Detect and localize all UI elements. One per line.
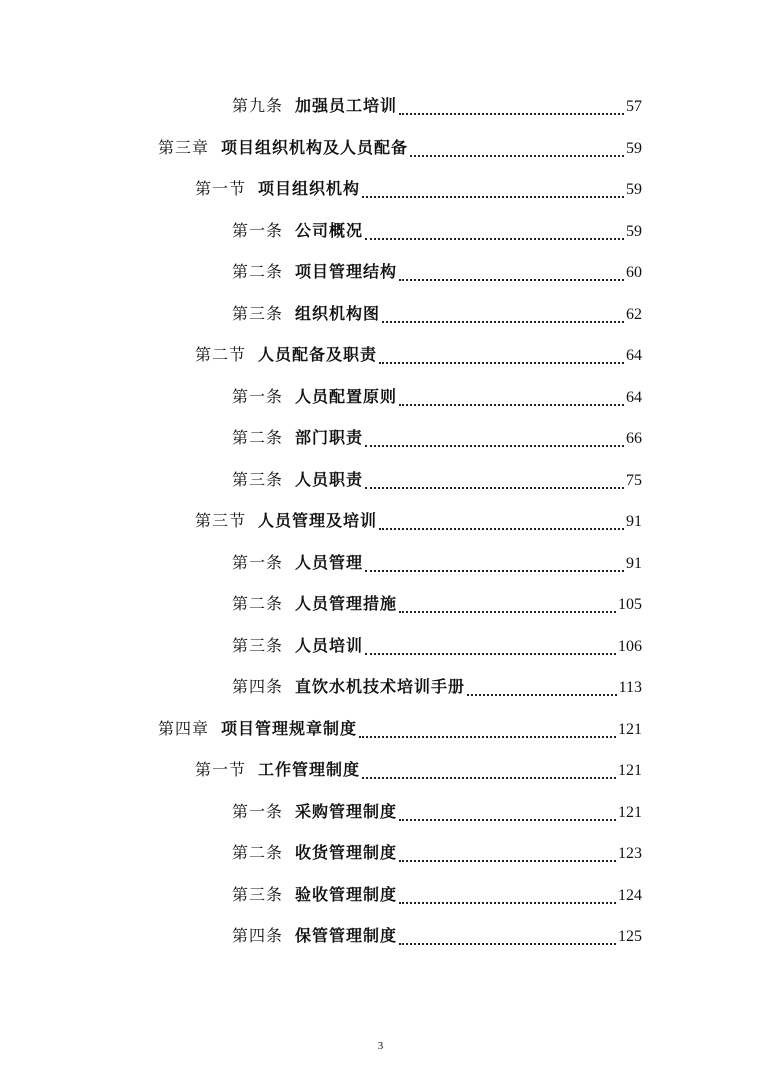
toc-entry[interactable] [158,135,642,161]
toc-entry-number: 第四章 [158,718,210,738]
toc-entry-number: 第三章 [158,137,210,157]
toc-entry-page: 62 [626,305,642,323]
toc-entry[interactable] [232,384,642,410]
toc-leader-dots [365,238,624,240]
toc-entry-title: 人员管理 [295,552,364,572]
toc-entry[interactable] [232,93,642,119]
toc-leader-dots [379,528,624,530]
toc-entry[interactable] [232,799,642,825]
toc-entry-title: 收货管理制度 [295,843,398,862]
toc-entry-number: 第一条 [232,801,284,821]
toc-entry-number: 第三条 [232,469,284,489]
toc-leader-dots [399,611,616,613]
toc-entry-number: 第二条 [232,843,284,862]
toc-entry-title: 工作管理制度 [258,760,361,779]
toc-entry-title: 项目组织机构 [258,179,361,198]
toc-entry[interactable] [232,591,642,617]
toc-entry-title: 保管管理制度 [295,926,398,945]
toc-entry-page: 105 [618,596,642,613]
toc-leader-dots [365,487,624,489]
toc-leader-dots [467,694,617,696]
toc-leader-dots [365,445,624,447]
toc-entry-title: 项目管理结构 [295,262,398,281]
toc-entry-number: 第一条 [232,552,284,572]
toc-entry[interactable] [232,923,642,949]
toc-entry-number: 第二节 [195,345,247,364]
toc-entry[interactable] [232,550,642,576]
toc-entry-page: 121 [618,762,642,779]
toc-entry-page: 123 [618,845,642,862]
toc-entry[interactable] [195,342,642,368]
toc-entry-title: 采购管理制度 [295,801,398,821]
toc-leader-dots [399,404,624,406]
toc-entry-number: 第二条 [232,428,284,447]
toc-entry-page: 113 [618,679,642,696]
toc-entry-page: 106 [618,637,642,655]
toc-entry-number: 第四条 [232,677,284,696]
toc-entry-page: 121 [618,803,642,821]
page-footer-number: 3 [377,1040,384,1052]
toc-entry[interactable] [232,259,642,285]
toc-entry[interactable] [232,674,642,700]
toc-leader-dots [399,819,616,821]
toc-entry-page: 125 [618,928,642,945]
toc-leader-dots [399,279,624,281]
toc-entry-title: 人员职责 [295,469,364,489]
toc-entry-title: 项目组织机构及人员配备 [221,137,409,157]
toc-entry-page: 59 [626,181,642,198]
toc-entry-title: 公司概况 [295,220,364,240]
toc-entry-number: 第二条 [232,594,284,613]
toc-entry-number: 第一条 [232,386,284,406]
toc-entry-title: 人员配备及职责 [258,345,378,364]
toc-entry-number: 第三条 [232,635,284,655]
toc-entry-page: 121 [618,720,642,738]
toc-entry-number: 第三节 [195,511,247,530]
toc-entry-number: 第三条 [232,303,284,323]
toc-entry-title: 项目管理规章制度 [221,718,358,738]
toc-entry[interactable] [195,176,642,202]
toc-entry-title: 直饮水机技术培训手册 [295,677,466,696]
toc-entry-title: 验收管理制度 [295,884,398,904]
toc-leader-dots [382,321,624,323]
toc-leader-dots [365,653,616,655]
toc-entry-page: 75 [626,471,642,489]
toc-leader-dots [399,113,624,115]
toc-entry-page: 60 [626,264,642,281]
toc-entry-number: 第三条 [232,884,284,904]
toc-leader-dots [359,736,616,738]
toc-entry[interactable] [232,840,642,866]
toc-entry[interactable] [232,633,642,659]
toc-entry-title: 人员配置原则 [295,386,398,406]
toc-entry-page: 91 [626,513,642,530]
toc-leader-dots [362,196,624,198]
toc-entry-number: 第二条 [232,262,284,281]
toc-entry[interactable] [195,508,642,534]
toc-entry-page: 66 [626,430,642,447]
toc-entry-number: 第一节 [195,760,247,779]
toc-entry[interactable] [232,301,642,327]
toc-entry-title: 部门职责 [295,428,364,447]
toc-entry-number: 第四条 [232,926,284,945]
toc-entry[interactable] [232,218,642,244]
toc-entry[interactable] [232,467,642,493]
toc-entry-page: 59 [626,222,642,240]
toc-entry-number: 第一节 [195,179,247,198]
toc-entry-title: 人员管理及培训 [258,511,378,530]
toc-entry-page: 91 [626,554,642,572]
toc-entry-page: 124 [618,886,642,904]
toc-entry-title: 加强员工培训 [295,96,398,115]
toc-leader-dots [379,362,624,364]
toc-entry-title: 人员培训 [295,635,364,655]
toc-entry[interactable] [232,882,642,908]
toc-entry-page: 64 [626,388,642,406]
toc-leader-dots [365,570,624,572]
toc-entry-title: 人员管理措施 [295,594,398,613]
toc-entry-page: 64 [626,347,642,364]
toc-leader-dots [362,777,616,779]
toc-leader-dots [410,155,624,157]
toc-entry-page: 57 [626,98,642,115]
toc-entry-number: 第九条 [232,96,284,115]
toc-entry[interactable] [195,757,642,783]
toc-entry-number: 第一条 [232,220,284,240]
toc-leader-dots [399,943,616,945]
toc-entry-title: 组织机构图 [295,303,381,323]
toc-entry-page: 59 [626,139,642,157]
toc-entry[interactable] [158,716,642,742]
toc-leader-dots [399,902,616,904]
toc-leader-dots [399,860,616,862]
toc-entry[interactable] [232,425,642,451]
